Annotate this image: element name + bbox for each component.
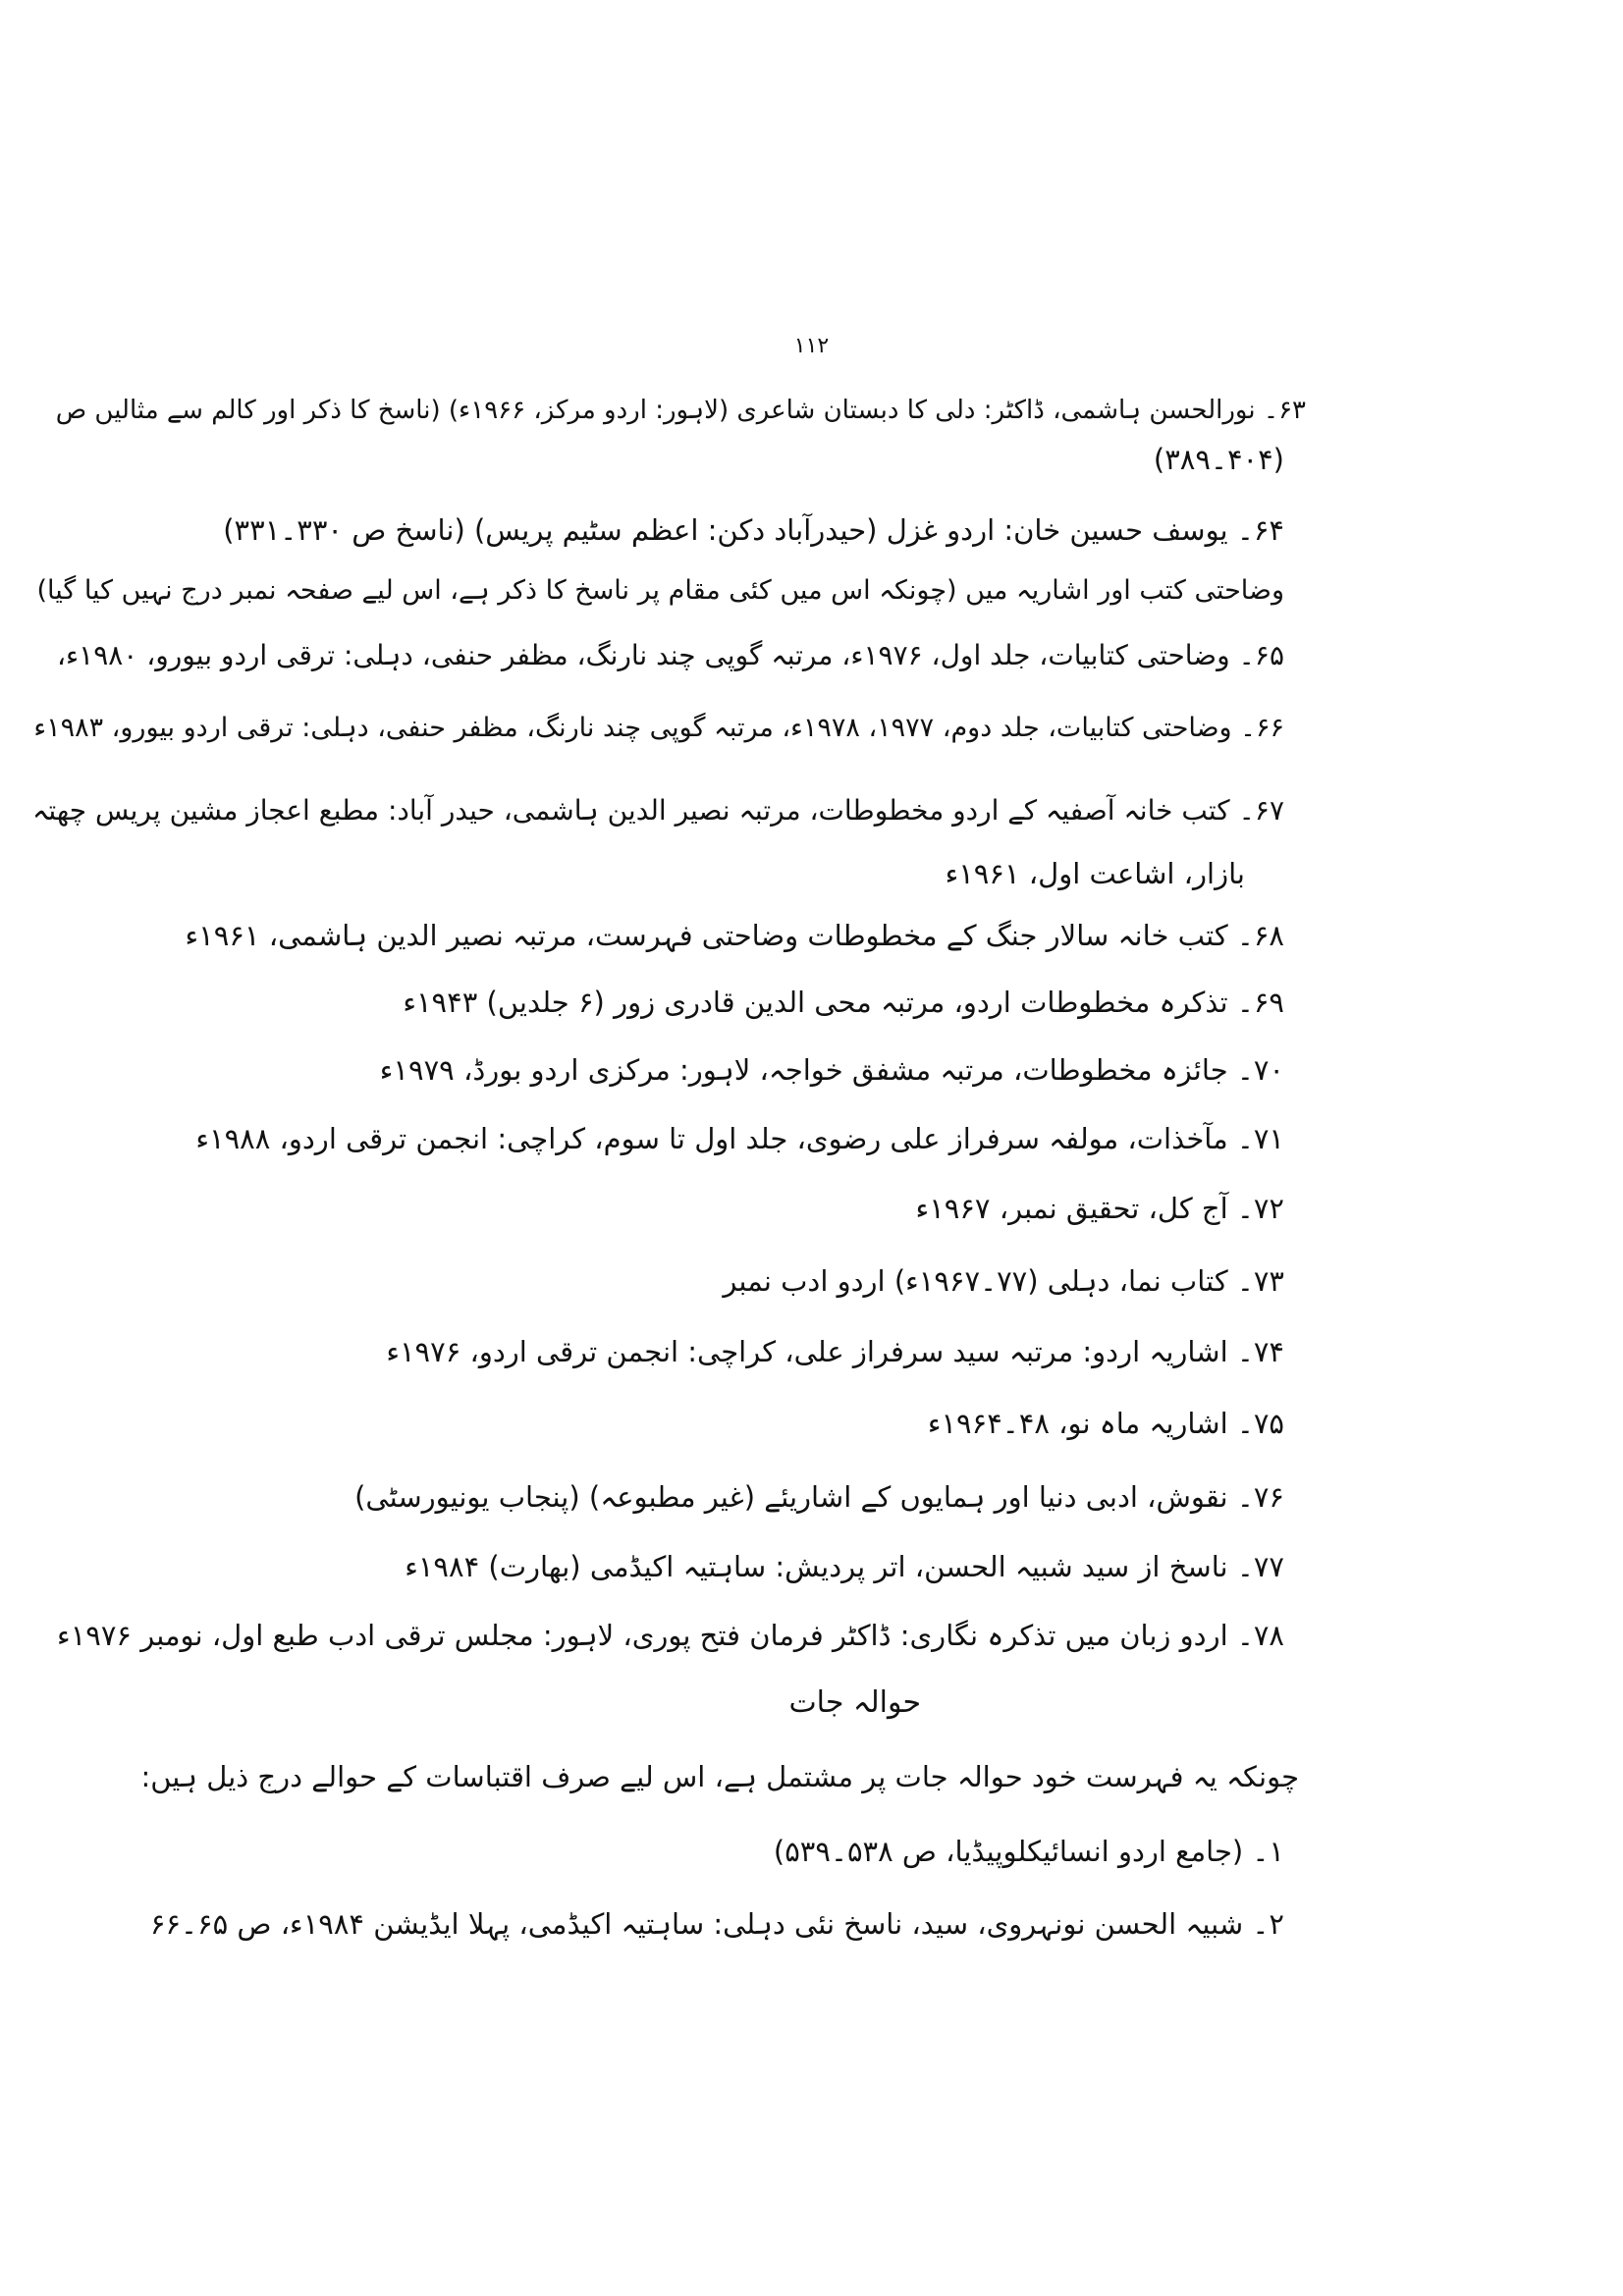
entry-66: ۶۶۔ وضاحتی کتابیات، جلد دوم، ۱۹۷۷، ۱۹۷۸ء، مرتبہ گوپی چند نارنگ، مظفر حنفی، دہلی: ترقی اردو بیورو، ۱۹۸۳ء (33, 713, 1284, 743)
entry-71: ۷۱۔ مآخذات، مولفہ سرفراز علی رضوی، جلد اول تا سوم، کراچی: انجمن ترقی اردو، ۱۹۸۸ء (195, 1122, 1284, 1155)
entry-72: ۷۲۔ آج کل، تحقیق نمبر، ۱۹۶۷ء (915, 1192, 1284, 1225)
entry-64-line-1: ۶۴۔ یوسف حسین خان: اردو غزل (حیدرآباد دکن: اعظم سٹیم پریس) (ناسخ ص ۳۳۰۔۳۳۱) (223, 513, 1284, 547)
entry-65: ۶۵۔ وضاحتی کتابیات، جلد اول، ۱۹۷۶ء، مرتبہ گوپی چند نارنگ، مظفر حنفی، دہلی: ترقی اردو بیورو، ۱۹۸۰ء، (56, 639, 1284, 671)
entry-73: ۷۳۔ کتاب نما، دہلی (۷۷۔۱۹۶۷ء) اردو ادب نمبر (723, 1264, 1284, 1298)
entry-75: ۷۵۔ اشاریہ ماہ نو، ۴۸۔۱۹۶۴ء (927, 1407, 1284, 1440)
reference-2: ۲۔ شبیہ الحسن نونہروی، سید، ناسخ نئی دہلی: ساہتیہ اکیڈمی، پہلا ایڈیشن ۱۹۸۴ء، ص ۶۵۔۶۶ (149, 1907, 1284, 1941)
reference-1: ۱۔ (جامع اردو انسائیکلوپیڈیا، ص ۵۳۸۔۵۳۹) (773, 1835, 1284, 1868)
entry-74: ۷۴۔ اشاریہ اردو: مرتبہ سید سرفراز علی، کراچی: انجمن ترقی اردو، ۱۹۷۶ء (386, 1335, 1284, 1368)
entry-67-line-1: ۶۷۔ کتب خانہ آصفیہ کے اردو مخطوطات، مرتبہ نصیر الدین ہاشمی، حیدر آباد: مطبع اعجاز مشین پریس چھتہ (31, 794, 1284, 827)
entry-76: ۷۶۔ نقوش، ادبی دنیا اور ہمایوں کے اشاریئے (غیر مطبوعہ) (پنجاب یونیورسٹی) (354, 1480, 1284, 1514)
entry-69: ۶۹۔ تذکرہ مخطوطات اردو، مرتبہ محی الدین قادری زور (۶ جلدیں) ۱۹۴۳ء (403, 986, 1284, 1019)
entry-78: ۷۸۔ اردو زبان میں تذکرہ نگاری: ڈاکٹر فرمان فتح پوری، لاہور: مجلس ترقی ادب طبع اول، نومبر ۱۹۷۶ء (57, 1619, 1284, 1652)
entry-64-line-2: وضاحتی کتب اور اشاریہ میں (چونکہ اس میں کئی مقام پر ناسخ کا ذکر ہے، اس لیے صفحہ نمبر درج نہیں کیا گیا) (36, 575, 1284, 606)
entry-68: ۶۸۔ کتب خانہ سالار جنگ کے مخطوطات وضاحتی فہرست، مرتبہ نصیر الدین ہاشمی، ۱۹۶۱ء (185, 919, 1284, 952)
entry-77: ۷۷۔ ناسخ از سید شبیہ الحسن، اتر پردیش: ساہتیہ اکیڈمی (بھارت) ۱۹۸۴ء (405, 1550, 1284, 1583)
entry-63-line-2: (۴۰۴۔۳۸۹) (1153, 443, 1284, 476)
page-number: ۱۱۲ (793, 334, 830, 358)
entry-67-line-2: بازار، اشاعت اول، ۱۹۶۱ء (945, 857, 1245, 890)
references-heading: حوالہ جات (788, 1685, 921, 1720)
entry-70: ۷۰۔ جائزہ مخطوطات، مرتبہ مشفق خواجہ، لاہور: مرکزی اردو بورڈ، ۱۹۷۹ء (379, 1053, 1284, 1087)
references-intro: چونکہ یہ فہرست خود حوالہ جات پر مشتمل ہے، اس لیے صرف اقتباسات کے حوالے درج ذیل ہیں: (140, 1760, 1299, 1793)
entry-63-line-1: ۶۳۔ نورالحسن ہاشمی، ڈاکٹر: دلی کا دبستان شاعری (لاہور: اردو مرکز، ۱۹۶۶ء) (ناسخ کا ذکر اور کالم سے مثالیں ص (55, 396, 1306, 425)
